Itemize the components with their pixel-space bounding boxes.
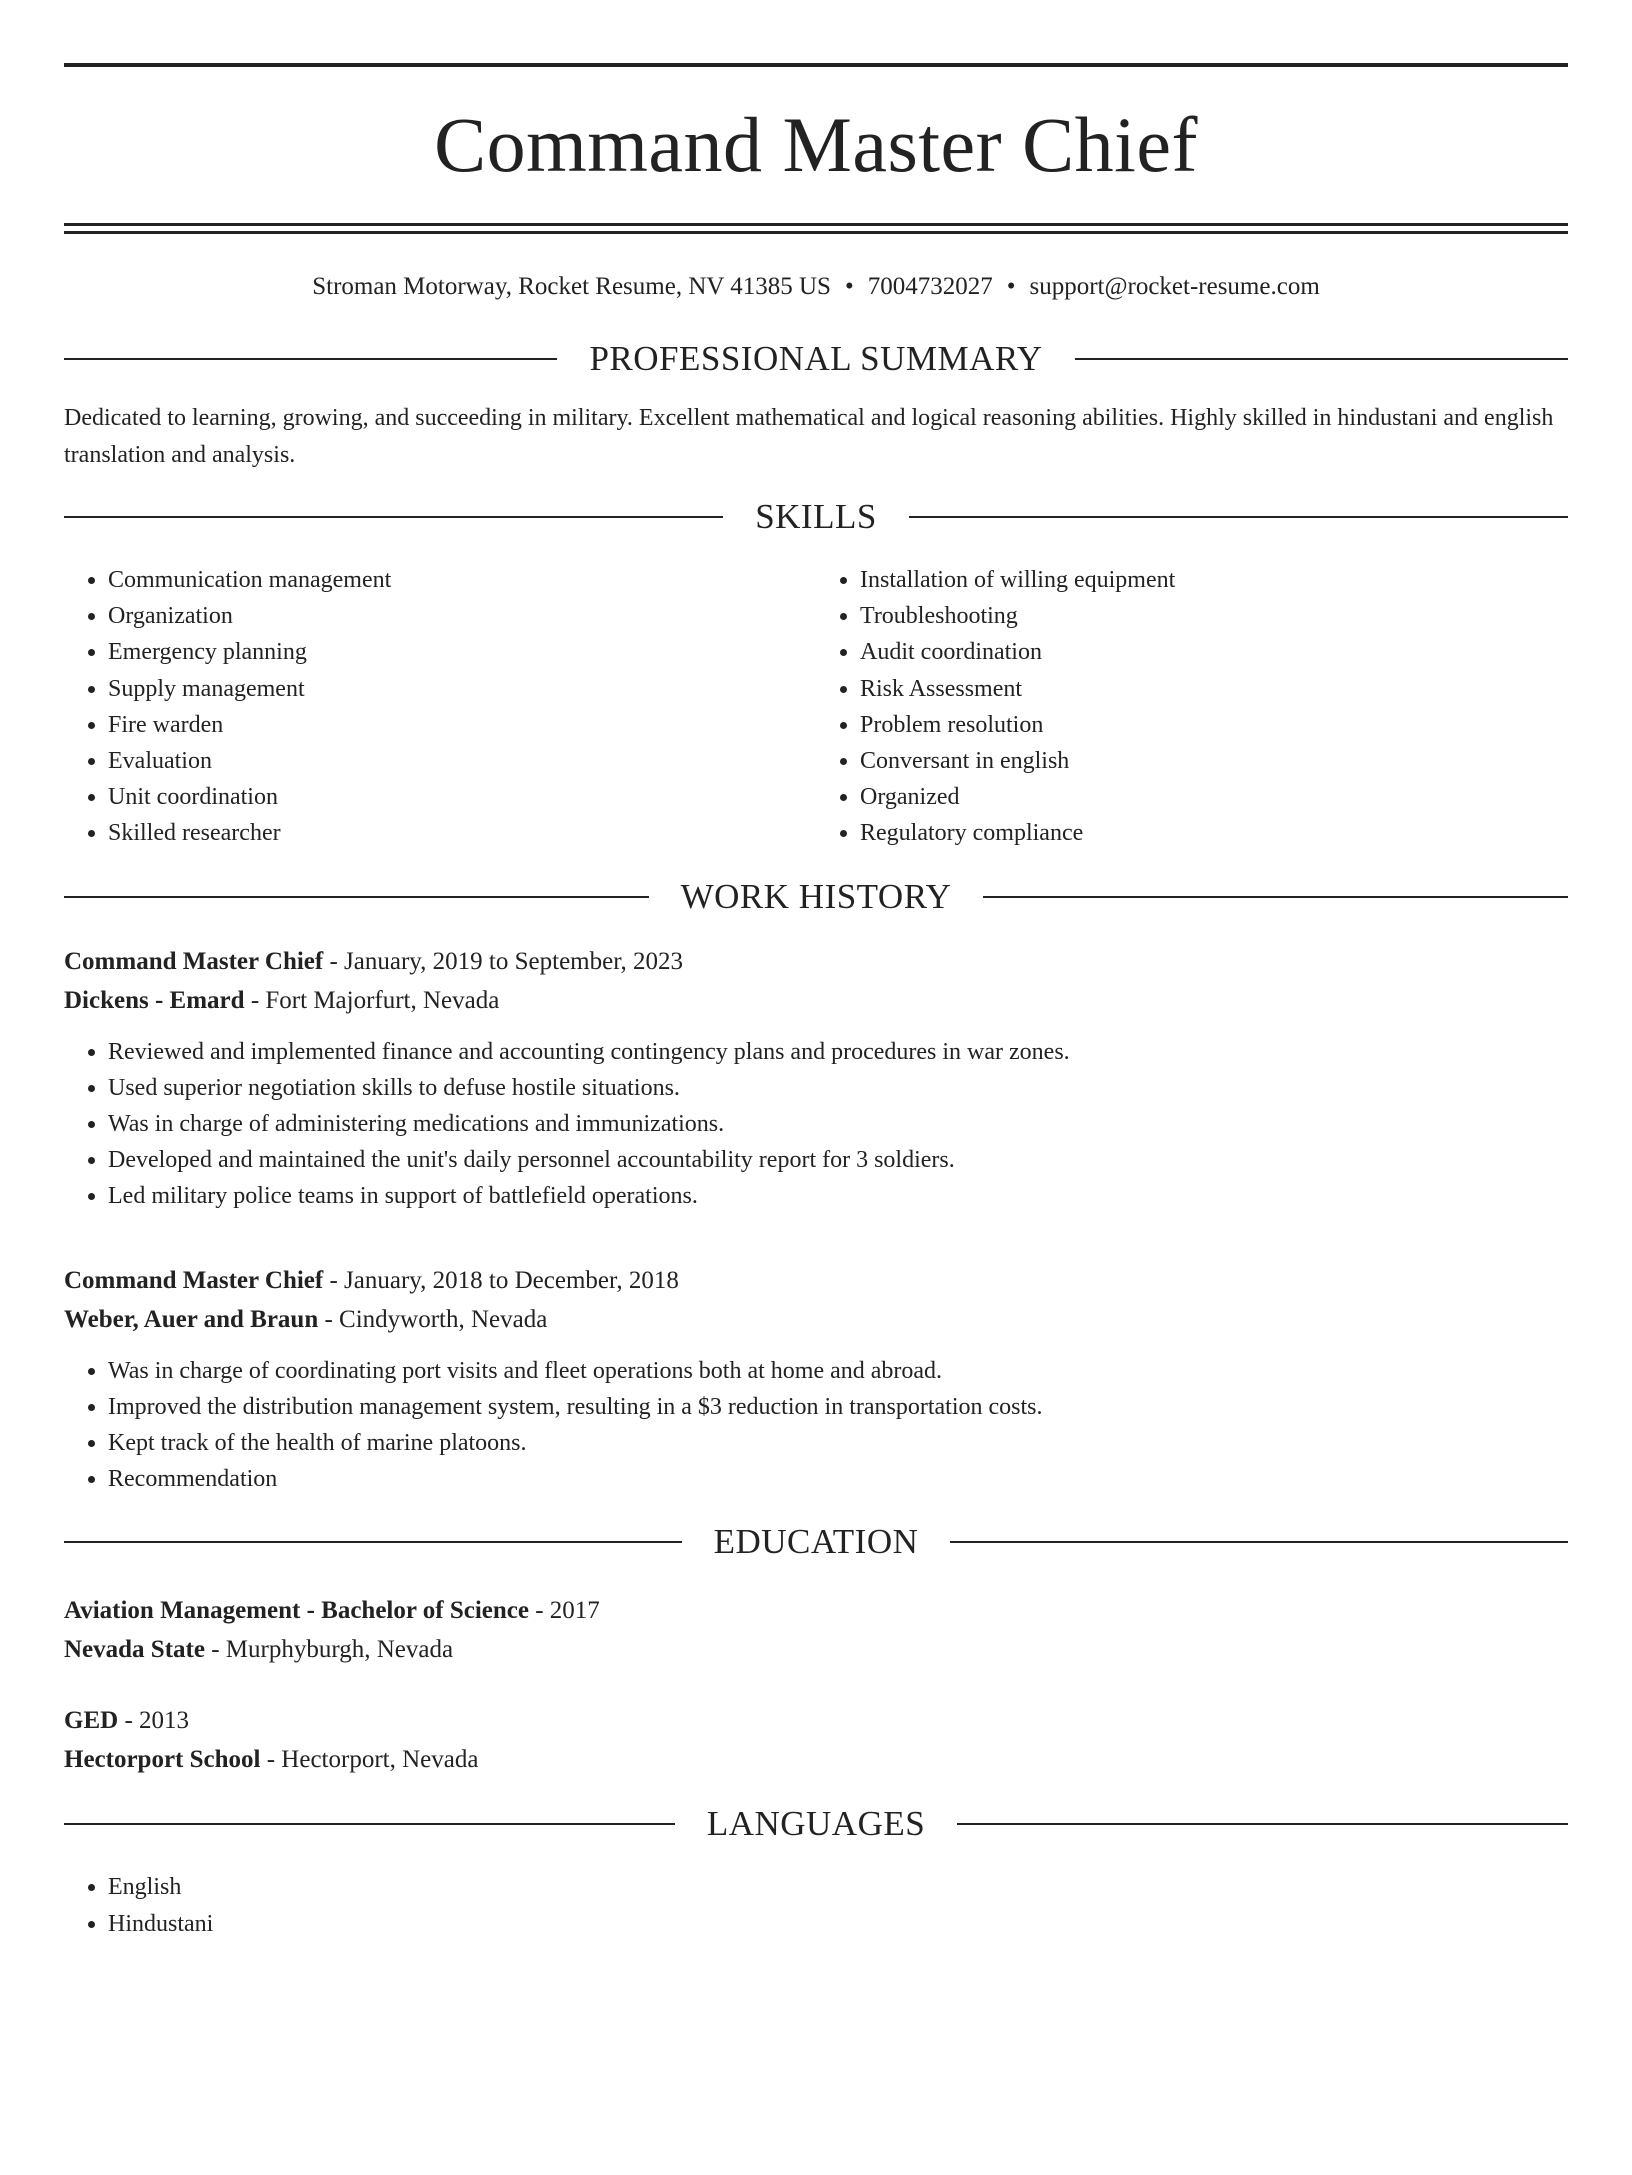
job-company: Dickens - Emard [64,986,245,1014]
education-degree: Aviation Management - Bachelor of Science [64,1597,529,1625]
job-bullet: • Developed and maintained the unit's daily personnel accountability report for 3 soldiers. [108,1142,1568,1178]
education-degree-line [64,1701,1568,1740]
education-entry [64,1701,1568,1779]
section-title-education: EDUCATION [713,1522,919,1562]
job-role: Command Master Chief [64,947,324,975]
header-top-rule [64,63,1568,67]
education-entry [64,1591,1568,1669]
job-title-line [64,942,1568,981]
job-bullet: • Reviewed and implemented finance and accounting contingency plans and procedures in war zones. [108,1034,1568,1070]
contact-separator: • [1006,273,1016,300]
job-dates: - January, 2018 to December, 2018 [323,1266,679,1294]
job-bullet: • Led military police teams in support of battlefield operations. [108,1178,1568,1214]
skill-item: • Supply management [108,671,816,707]
job-bullets [64,1353,1568,1498]
section-title-work: WORK HISTORY [680,876,952,916]
skill-item: • Emergency planning [108,634,816,670]
section-rule [957,1823,1568,1825]
skill-item: • Organized [860,779,1568,815]
job-company-line [64,981,1568,1020]
skill-item: • Conversant in english [860,743,1568,779]
skill-item: • Risk Assessment [860,671,1568,707]
language-item: • Hindustani [108,1906,1568,1942]
header-double-rule [64,223,1568,234]
skill-item: • Audit coordination [860,634,1568,670]
skill-item: • Fire warden [108,707,816,743]
contact-address: Stroman Motorway, Rocket Resume, NV 41385 US [312,273,831,300]
section-rule [64,358,557,360]
candidate-name: Command Master Chief [434,101,1198,188]
language-item: • English [108,1869,1568,1905]
contact-phone: 7004732027 [867,273,993,300]
skill-item: • Organization [108,598,816,634]
skill-item: • Communication management [108,562,816,598]
education-school: Hectorport School [64,1746,261,1774]
job-company: Weber, Auer and Braun [64,1305,319,1333]
job-entry [64,1261,1568,1498]
job-role: Command Master Chief [64,1266,324,1294]
section-rule [950,1541,1568,1543]
education-school-line [64,1740,1568,1779]
skill-item: • Evaluation [108,743,816,779]
section-rule [64,896,649,898]
education-degree-line [64,1591,1568,1630]
job-entry [64,942,1568,1215]
education-location: - Hectorport, Nevada [260,1746,479,1774]
languages-list [64,1869,1568,1941]
section-rule [909,516,1568,518]
section-rule [983,896,1568,898]
section-header-work [64,874,1568,920]
resume-page [0,63,1632,2175]
section-header-languages [64,1801,1568,1847]
job-title-line [64,1261,1568,1300]
contact-line [64,272,1568,302]
section-header-summary [64,336,1568,382]
skills-list-left [64,562,816,852]
job-company-line [64,1300,1568,1339]
skill-item: • Installation of willing equipment [860,562,1568,598]
job-dates: - January, 2019 to September, 2023 [323,947,684,975]
skills-columns [64,562,1568,852]
contact-email: support@rocket-resume.com [1029,273,1320,300]
job-location: - Cindyworth, Nevada [318,1305,548,1333]
section-rule [1075,358,1568,360]
education-location: - Murphyburgh, Nevada [204,1636,454,1664]
skill-item: • Unit coordination [108,779,816,815]
section-header-skills [64,494,1568,540]
contact-separator: • [844,273,854,300]
section-rule [64,1823,675,1825]
skill-item: • Skilled researcher [108,815,816,851]
section-rule [64,516,723,518]
job-bullet: • Used superior negotiation skills to defuse hostile situations. [108,1070,1568,1106]
education-school: Nevada State [64,1636,205,1664]
job-bullet: • Was in charge of administering medications and immunizations. [108,1106,1568,1142]
skill-item: • Regulatory compliance [860,815,1568,851]
education-degree: GED [64,1707,119,1735]
skill-item: • Problem resolution [860,707,1568,743]
summary-text: Dedicated to learning, growing, and succeeding in military. Excellent mathematical and logical reasoning abilities. Highly skilled in hindustani and english translation and analysis. [64,405,1554,468]
job-bullets [64,1034,1568,1215]
job-bullet: • Improved the distribution management system, resulting in a $3 reduction in transportation costs. [108,1389,1568,1425]
skill-item: • Troubleshooting [860,598,1568,634]
job-bullet: • Was in charge of coordinating port visits and fleet operations both at home and abroad. [108,1353,1568,1389]
skills-list-right [816,562,1568,852]
job-bullet: • Kept track of the health of marine platoons. [108,1425,1568,1461]
section-title-languages: LANGUAGES [706,1804,926,1844]
education-school-line [64,1630,1568,1669]
section-title-skills: SKILLS [755,497,877,536]
section-header-education [64,1519,1568,1565]
job-bullet: • Recommendation [108,1461,1568,1497]
education-year: - 2013 [118,1707,190,1735]
job-location: - Fort Majorfurt, Nevada [244,986,500,1014]
section-title-summary: PROFESSIONAL SUMMARY [589,339,1043,378]
section-rule [64,1541,682,1543]
education-year: - 2017 [528,1597,600,1625]
